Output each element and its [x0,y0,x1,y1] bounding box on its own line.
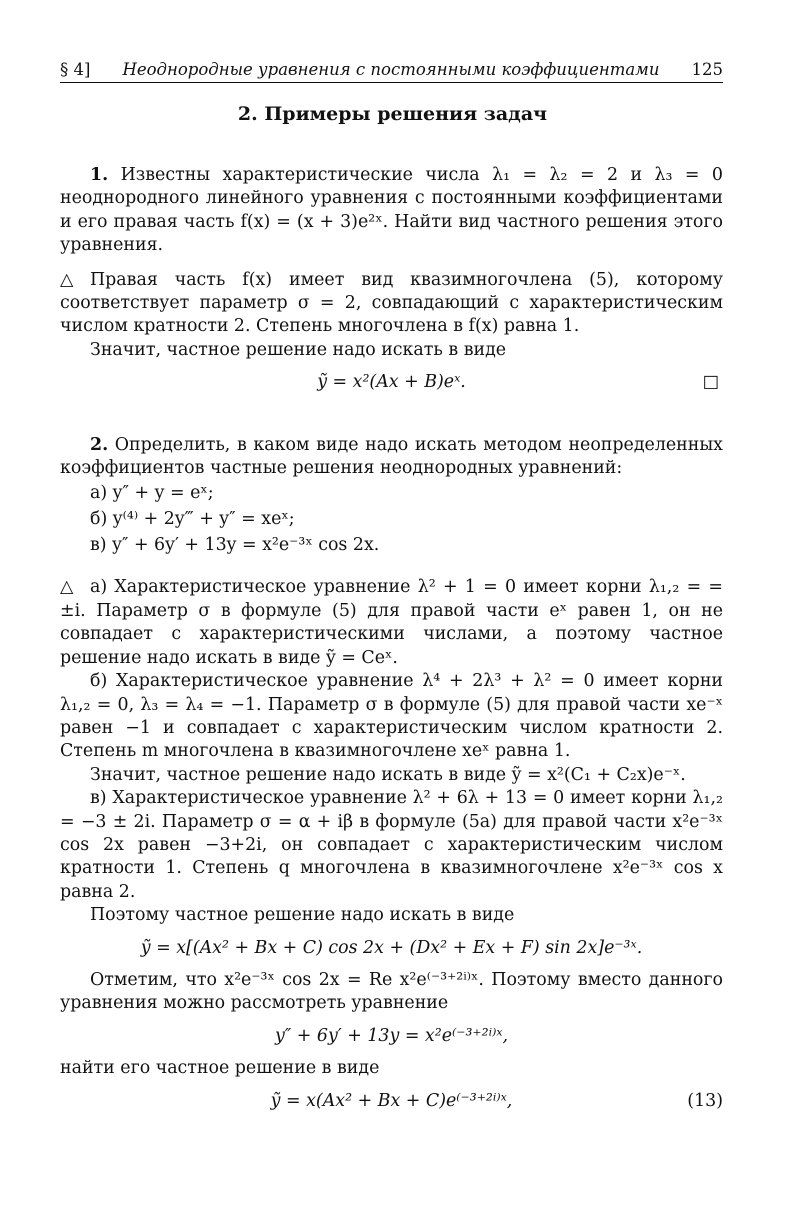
problem-2-text: Определить, в каком виде надо искать методом неопределенных коэффициентов частные решения неоднородных уравнений: [60,434,723,479]
problem-2-item-a: а) y″ + y = eˣ; [90,483,214,504]
formula-13: ỹ = x(Ax² + Bx + C)e⁽⁻³⁺²ⁱ⁾ˣ, [270,1090,513,1111]
formula-alt-text: y″ + 6y′ + 13y = x²e⁽⁻³⁺²ⁱ⁾ˣ, [274,1025,509,1046]
formula-13-row [60,1090,723,1113]
problem-2-solution-b: б) Характеристическое уравнение λ⁴ + 2λ³ + λ² = 0 имеет корни λ₁,₂ = 0, λ₃ = λ₄ = −1. Параметр σ в формуле (5) для правой части xe⁻ˣ равен −1 и совпадает с характеристическим числом кратности 2. Степень m многочлена в квазимногочлене xeˣ равна 1. [60,671,723,762]
problem-1-statement [60,164,723,258]
problem-2-solution-b-conclusion: Значит, частное решение надо искать в виде ỹ = x²(C₁ + C₂x)e⁻ˣ. [90,764,686,785]
formula-c [60,937,723,960]
header-rule [60,82,723,83]
problem-2-item-b: б) y⁽⁴⁾ + 2y‴ + y″ = xeˣ; [90,509,295,530]
problem-1-solution [60,269,723,339]
header-section: § 4] [60,59,91,79]
running-header [60,58,723,80]
problem-2-number: 2. [90,434,109,455]
problem-1-formula: ỹ = x²(Ax + B)eˣ. [317,372,466,393]
section-title: 2. Примеры решения задач [237,103,548,125]
problem-1-text: Известны характеристические числа λ₁ = λ₂ = 2 и λ₃ = 0 неоднородного линейного уравнения с постоянными коэффициентами и его правая часть f(x) = (x + 3)e²ˣ. Найти вид частного решения этого уравнения. [60,165,723,256]
equation-number: (13) [687,1090,723,1111]
problem-1-conclusion: Значит, частное решение надо искать в виде [90,339,507,360]
solution-start-marker: △ [60,269,74,290]
problem-2-solution-c: в) Характеристическое уравнение λ² + 6λ + 13 = 0 имеет корни λ₁,₂ = −3 ± 2i. Параметр σ = α + iβ в формуле (5а) для правой части x²e⁻³ˣ cos 2x равен −3+2i, он совпадает с характеристическим числом кратности 1. Степень q многочлена в квазимногочлене x²e⁻³ˣ cos x равна 2. [60,788,723,902]
problem-1-solution-text: Правая часть f(x) имеет вид квазимногочлена (5), которому соответствует параметр σ = 2, совпадающий с характеристическим числом кратности 2. Степень многочлена в f(x) равна 1. [60,269,723,337]
problem-2-solution-c-conclusion: Поэтому частное решение надо искать в виде [90,905,515,926]
formula-c-text: ỹ = x[(Ax² + Bx + C) cos 2x + (Dx² + Ex + F) sin 2x]e⁻³ˣ. [140,937,643,958]
solution-a-text: а) Характеристическое уравнение λ² + 1 = 0 имеет корни λ₁,₂ = = ±i. Параметр σ в формуле (5) для правой части eˣ равен 1, он не совпадает с характеристическими числами, а поэтому частное решение надо искать в виде ỹ = Ceˣ. [60,577,723,668]
solution-start-marker: △ [60,577,74,598]
problem-2-note: Отметим, что x²e⁻³ˣ cos 2x = Re x²e⁽⁻³⁺²ⁱ⁾ˣ. Поэтому вместо данного уравнения можно рассмотреть уравнение [60,969,723,1014]
formula-alt [60,1025,723,1048]
problem-1-number: 1. [90,165,109,185]
page-number: 125 [691,59,723,79]
page-body [60,164,723,1122]
header-title: Неоднородные уравнения с постоянными коэффициентами [122,59,660,79]
problem-2-item-c: в) y″ + 6y′ + 13y = x²e⁻³ˣ cos 2x. [90,535,380,556]
problem-2-find-text: найти его частное решение в виде [60,1058,380,1079]
problem-2-solution-a [60,576,723,670]
end-of-solution-marker: □ [702,372,719,393]
problem-2-statement [60,434,723,481]
problem-1-formula-row [60,371,723,394]
